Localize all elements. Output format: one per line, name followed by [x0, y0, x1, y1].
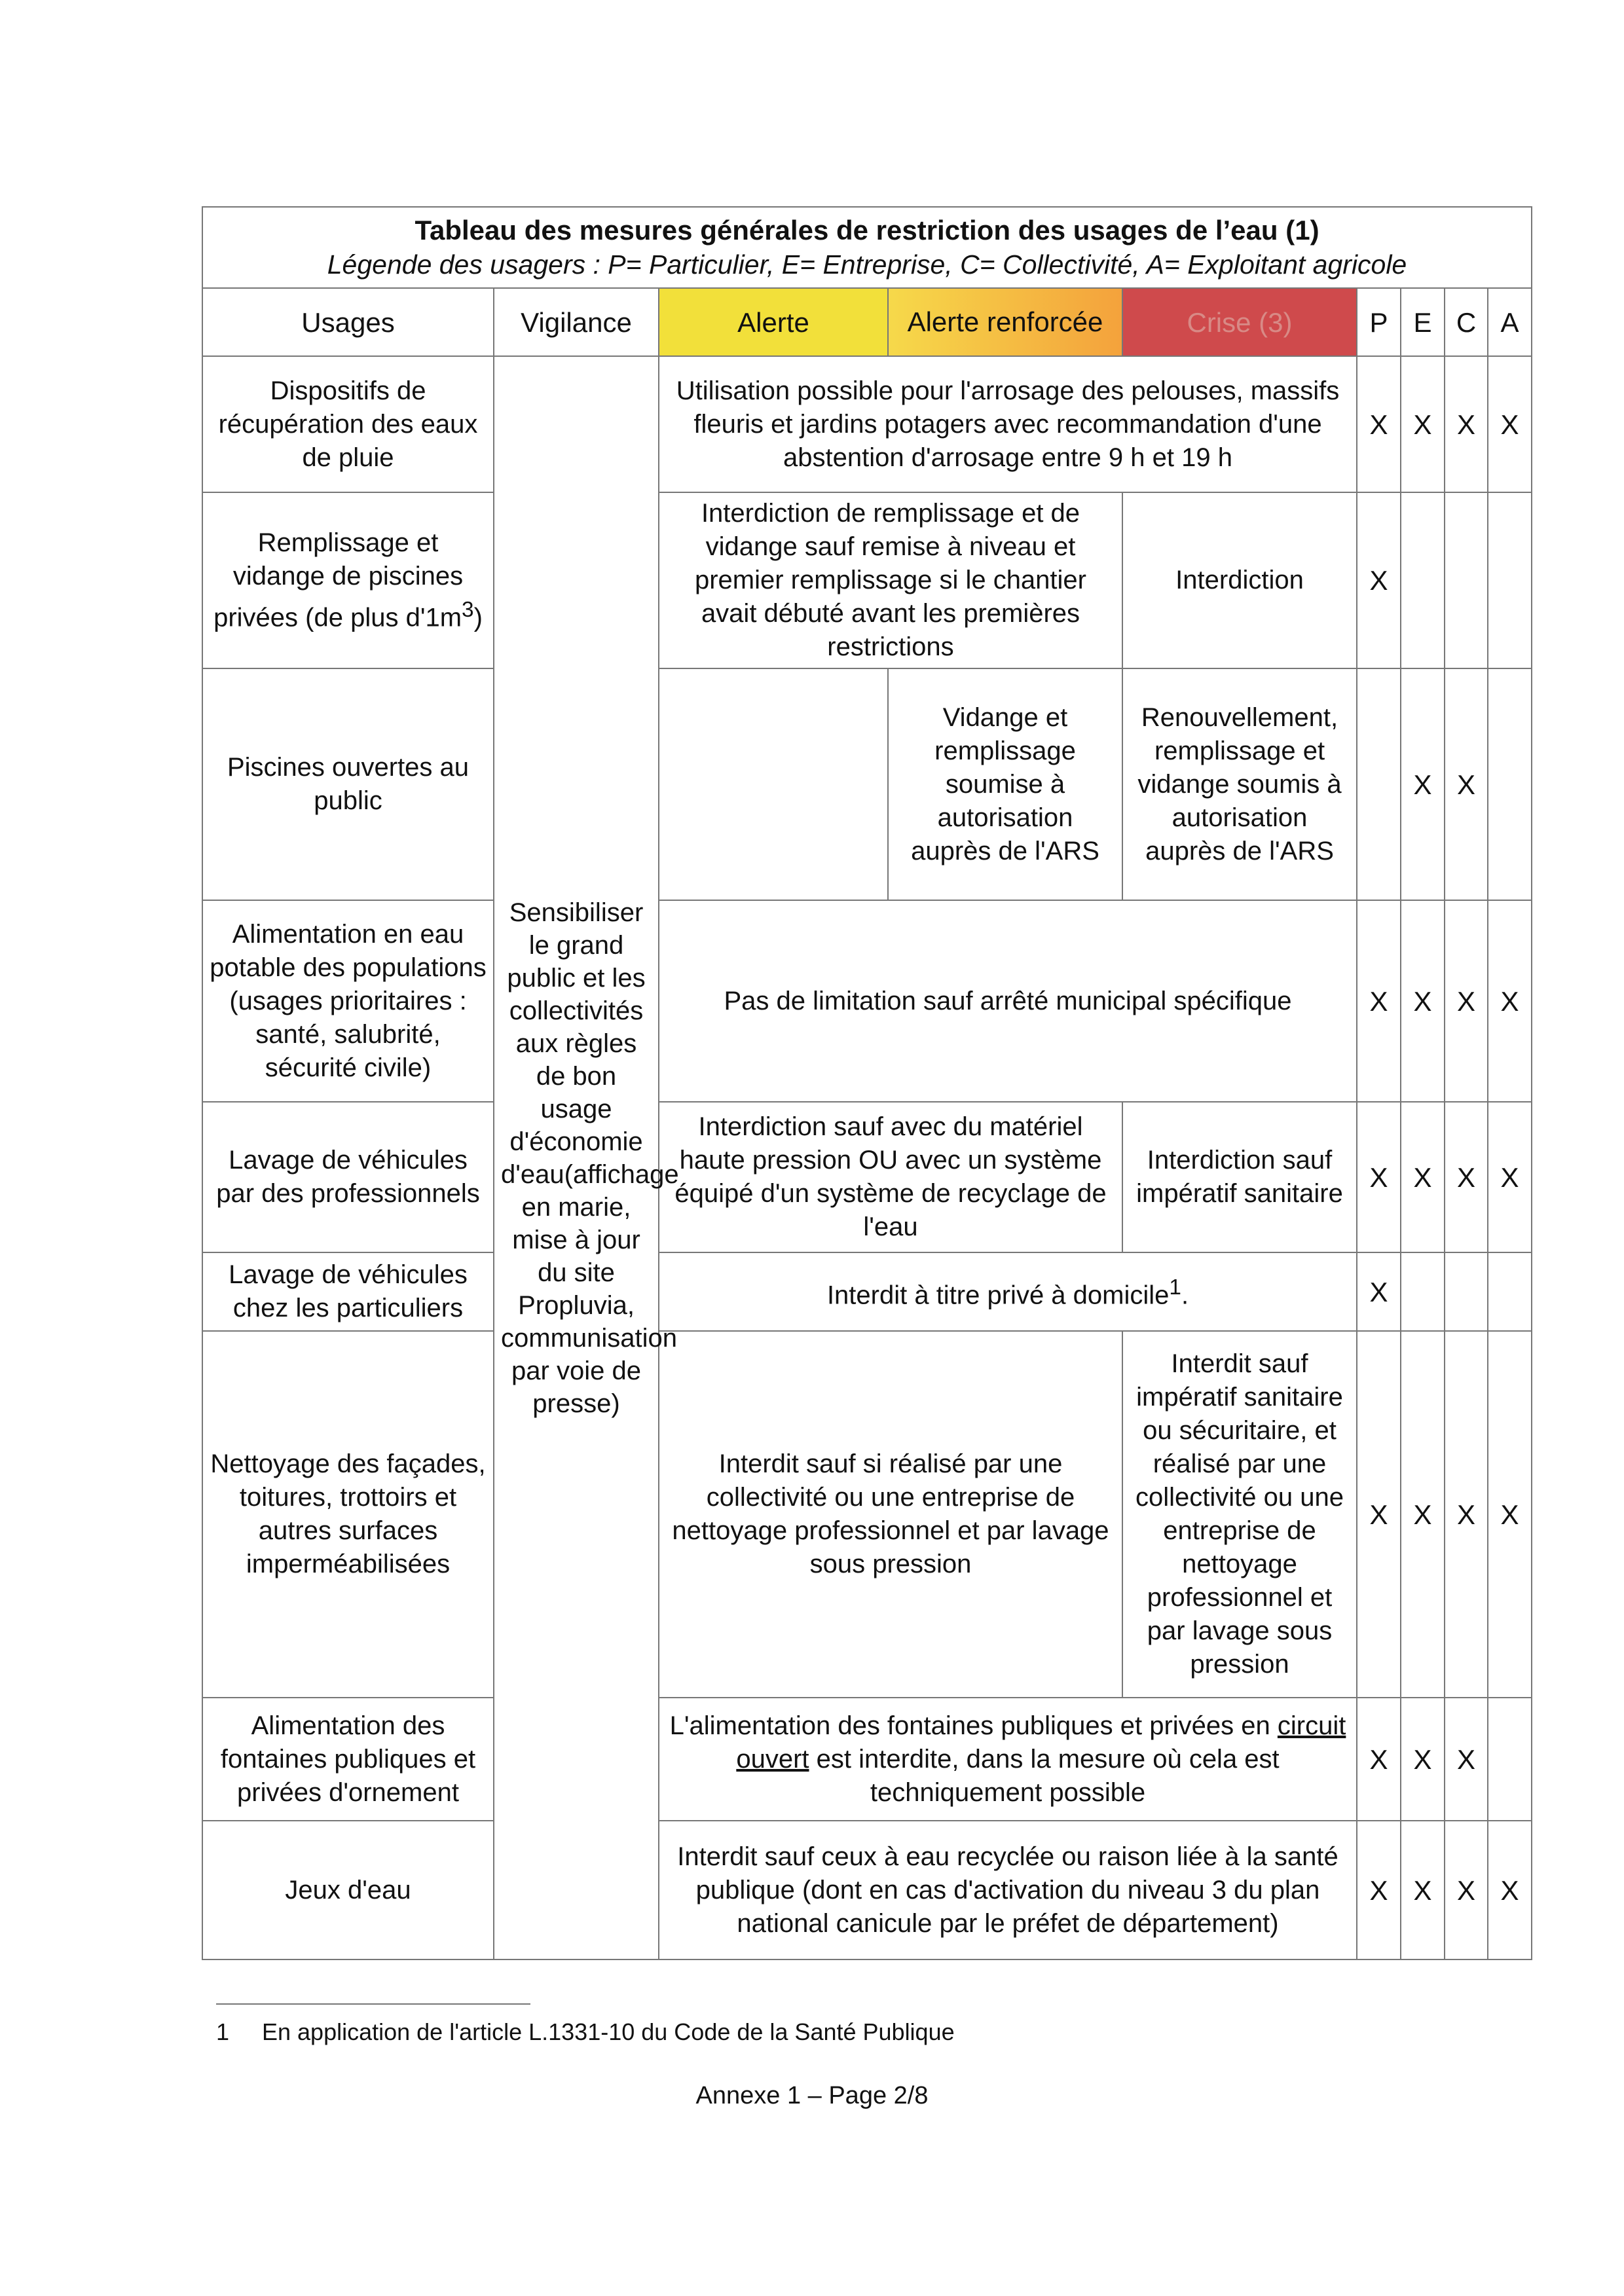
- measure-end: .: [1181, 1281, 1189, 1310]
- table-title: Tableau des mesures générales de restriction des usages de l’eau (1): [415, 215, 1320, 246]
- e-mark: X: [1401, 668, 1445, 900]
- e-mark: [1401, 492, 1445, 668]
- footnote-number: 1: [216, 2018, 230, 2045]
- crise-cell: Interdiction sauf impératif sanitaire: [1122, 1102, 1357, 1252]
- measure-cell: Pas de limitation sauf arrêté municipal spécifique: [659, 900, 1357, 1102]
- header-c: C: [1445, 288, 1488, 356]
- a-mark: [1488, 1698, 1532, 1821]
- table-title-cell: [202, 207, 1532, 288]
- table-row: [202, 492, 1532, 668]
- measure-cell: Interdit sauf si réalisé par une collectivité ou une entreprise de nettoyage professionnel et par lavage sous pression: [659, 1331, 1122, 1698]
- p-mark: X: [1357, 492, 1401, 668]
- usage-cell: Piscines ouvertes au public: [202, 668, 494, 900]
- c-mark: X: [1445, 356, 1488, 492]
- table-row: [202, 1821, 1532, 1959]
- crise-cell: Renouvellement, remplissage et vidange soumis à autorisation auprès de l'ARS: [1122, 668, 1357, 900]
- c-mark: X: [1445, 900, 1488, 1102]
- c-mark: X: [1445, 668, 1488, 900]
- table-row: [202, 1252, 1532, 1331]
- footnote-ref: 1: [1169, 1275, 1181, 1300]
- e-mark: X: [1401, 1698, 1445, 1821]
- header-vigilance: Vigilance: [494, 288, 659, 356]
- vigilance-cell: Sensibiliser le grand public et les collectivités aux règles de bon usage d'économie d'eau(affichage en marie, mise à jour du site Propluvia, communisation par voie de presse): [494, 356, 659, 1959]
- header-usages: Usages: [202, 288, 494, 356]
- footnote-separator: [216, 2003, 530, 2005]
- e-mark: [1401, 1252, 1445, 1331]
- alerte-cell: [659, 668, 888, 900]
- usage-cell: Nettoyage des façades, toitures, trottoirs et autres surfaces imperméabilisées: [202, 1331, 494, 1698]
- restrictions-table: [202, 206, 1532, 1960]
- c-mark: [1445, 492, 1488, 668]
- c-mark: X: [1445, 1102, 1488, 1252]
- a-mark: X: [1488, 1331, 1532, 1698]
- measure-cell: Interdiction sauf avec du matériel haute pression OU avec un système équipé d'un système de recyclage de l'eau: [659, 1102, 1122, 1252]
- crise-cell: Interdit sauf impératif sanitaire ou sécuritaire, et réalisé par une collectivité ou une entreprise de nettoyage professionnel et par lavage sous pression: [1122, 1331, 1357, 1698]
- footnote: [216, 2018, 955, 2047]
- measure-cell: [659, 1252, 1357, 1331]
- e-mark: X: [1401, 356, 1445, 492]
- usage-cell: Dispositifs de récupération des eaux de pluie: [202, 356, 494, 492]
- table-row: [202, 1698, 1532, 1821]
- a-mark: [1488, 668, 1532, 900]
- a-mark: [1488, 1252, 1532, 1331]
- p-mark: X: [1357, 1102, 1401, 1252]
- table-row: [202, 900, 1532, 1102]
- c-mark: X: [1445, 1698, 1488, 1821]
- p-mark: X: [1357, 356, 1401, 492]
- p-mark: [1357, 668, 1401, 900]
- p-mark: X: [1357, 1698, 1401, 1821]
- header-e: E: [1401, 288, 1445, 356]
- a-mark: X: [1488, 1102, 1532, 1252]
- header-crise: Crise (3): [1122, 288, 1357, 356]
- measure-cell: [659, 1698, 1357, 1821]
- usage-cell: Alimentation en eau potable des populations (usages prioritaires : santé, salubrité, sécurité civile): [202, 900, 494, 1102]
- a-mark: [1488, 492, 1532, 668]
- footnote-text: En application de l'article L.1331-10 du Code de la Santé Publique: [262, 2018, 955, 2045]
- e-mark: X: [1401, 1331, 1445, 1698]
- measure-cell: Interdit sauf ceux à eau recyclée ou raison liée à la santé publique (dont en cas d'activation du niveau 3 du plan national canicule par le préfet de département): [659, 1821, 1357, 1959]
- c-mark: X: [1445, 1331, 1488, 1698]
- c-mark: X: [1445, 1821, 1488, 1959]
- measure-cell: Interdiction de remplissage et de vidange sauf remise à niveau et premier remplissage si le chantier avait débuté avant les premières restrictions: [659, 492, 1122, 668]
- usage-cell: Lavage de véhicules chez les particuliers: [202, 1252, 494, 1331]
- e-mark: X: [1401, 900, 1445, 1102]
- usage-cell: Remplissage et vidange de piscines privées (de plus $d'1m^3$): [202, 492, 494, 668]
- measure-text-underlined: circuit ouvert: [736, 1711, 1346, 1774]
- c-mark: [1445, 1252, 1488, 1331]
- measure-cell: Utilisation possible pour l'arrosage des pelouses, massifs fleuris et jardins potagers avec recommandation d'une abstention d'arrosage entre 9 h et 19 h: [659, 356, 1357, 492]
- page-footer: Annexe 1 – Page 2/8: [695, 2082, 929, 2109]
- p-mark: X: [1357, 1331, 1401, 1698]
- a-mark: X: [1488, 900, 1532, 1102]
- a-mark: X: [1488, 1821, 1532, 1959]
- p-mark: X: [1357, 1252, 1401, 1331]
- measure-text: Interdit à titre privé à domicile: [826, 1281, 1170, 1310]
- table-row: [202, 1102, 1532, 1252]
- table-row: [202, 1331, 1532, 1698]
- p-mark: X: [1357, 1821, 1401, 1959]
- header-a: A: [1488, 288, 1532, 356]
- header-p: P: [1357, 288, 1401, 356]
- table-legend: Légende des usagers : P= Particulier, E= Entreprise, C= Collectivité, A= Exploitant agricole: [327, 249, 1407, 280]
- header-alerte: Alerte: [659, 288, 888, 356]
- table-row: [202, 356, 1532, 492]
- a-mark: X: [1488, 356, 1532, 492]
- e-mark: X: [1401, 1102, 1445, 1252]
- usage-cell: Lavage de véhicules par des professionnels: [202, 1102, 494, 1252]
- measure-text-after: est interdite, dans la mesure où cela est techniquement possible: [809, 1744, 1280, 1807]
- p-mark: X: [1357, 900, 1401, 1102]
- measure-text-before: L'alimentation des fontaines publiques et privées en: [669, 1711, 1278, 1740]
- usage-cell: Jeux d'eau: [202, 1821, 494, 1959]
- e-mark: X: [1401, 1821, 1445, 1959]
- alerte-renforcee-cell: Vidange et remplissage soumise à autorisation auprès de l'ARS: [888, 668, 1122, 900]
- usage-cell: Alimentation des fontaines publiques et privées d'ornement: [202, 1698, 494, 1821]
- header-alerte-renforcee: Alerte renforcée: [888, 288, 1122, 356]
- crise-cell: Interdiction: [1122, 492, 1357, 668]
- table-row: [202, 668, 1532, 900]
